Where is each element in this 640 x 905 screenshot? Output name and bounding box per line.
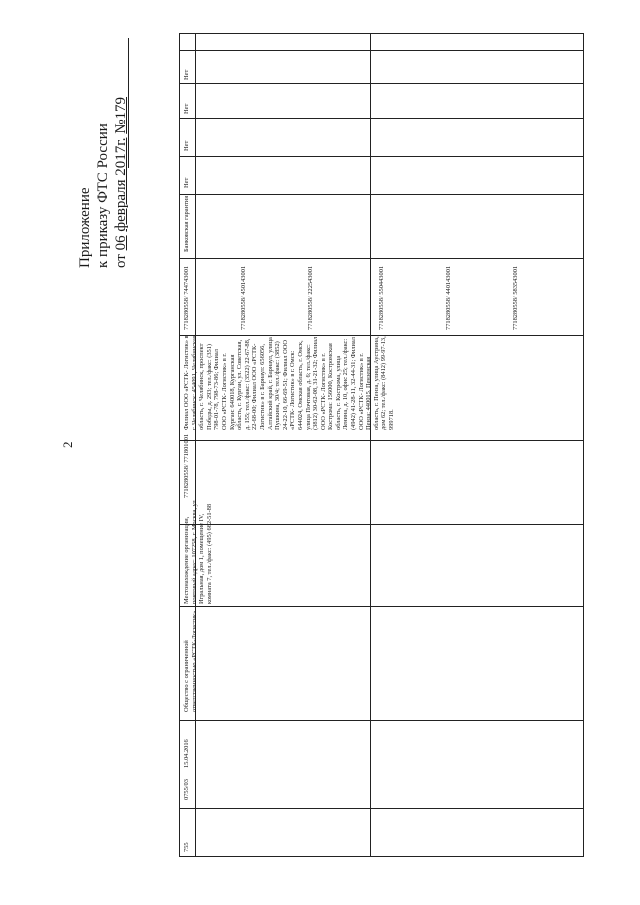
row-divider bbox=[180, 808, 583, 809]
registry-table bbox=[179, 33, 584, 857]
col-divider bbox=[370, 34, 371, 856]
col-divider bbox=[195, 34, 196, 856]
row-divider bbox=[180, 118, 583, 119]
row-divider bbox=[180, 524, 583, 525]
cell-flag: Нет bbox=[183, 140, 190, 151]
row-divider bbox=[180, 606, 583, 607]
cell-date: 15.04.2016 bbox=[183, 739, 190, 768]
kpp-item: 7718280558/ 744743001 bbox=[183, 265, 190, 330]
header-underline bbox=[128, 38, 129, 168]
document-header bbox=[76, 38, 130, 268]
cell-address: Местонахождение организации, почтовый адрес: 107258, г. Москва, ул. Игральная, дом 1, помещение IV, комната 7, тел./факс: (495) 662-51-88 bbox=[183, 498, 213, 604]
row-divider bbox=[180, 720, 583, 721]
row-divider bbox=[180, 156, 583, 157]
cell-inn-kpp: 7718280558/ 771801001 bbox=[183, 433, 190, 498]
cell-flag: Нет bbox=[183, 69, 190, 80]
header-title: Приложение bbox=[77, 187, 93, 268]
row-divider bbox=[180, 440, 583, 441]
cell-guarantee: Банковская гарантия bbox=[183, 195, 190, 252]
kpp-item: 7718280558/ 583543001 bbox=[512, 265, 519, 330]
row-divider bbox=[180, 50, 583, 51]
row-divider bbox=[180, 83, 583, 84]
kpp-item: 7718280558/ 222543001 bbox=[307, 265, 314, 330]
page-number: 2 bbox=[60, 441, 75, 448]
header-order-ref: к приказу ФТС России bbox=[95, 123, 111, 268]
cell-flag: Нет bbox=[183, 103, 190, 114]
kpp-item: 7718280558/ 550443001 bbox=[378, 265, 385, 330]
cell-flag: Нет bbox=[183, 177, 190, 188]
cell-code: 0755/03 bbox=[183, 779, 190, 800]
cell-number: 755 bbox=[183, 842, 190, 852]
header-order-date: от 06 февраля 2017г. №179 bbox=[113, 96, 129, 268]
row-divider bbox=[180, 194, 583, 195]
kpp-item: 7718280558/ 450143001 bbox=[240, 265, 247, 330]
kpp-item: 7718280558/ 440143001 bbox=[445, 265, 452, 330]
cell-organization-name: Общество с ограниченной ответственностью «РСТК-Логистик» bbox=[183, 610, 198, 712]
cell-branches: Филиал ООО «РСТК- Логистик» в г. Челябинск: 454091, Челябинская область, г. Челябинск, проспект Победы, д. 293; тел./факс: (351) 798-01-78, 798-73-86; Филиал ООО «РСТК- Логистик» в г. Курган: 640018, Курганская область, г. Курган, ул. Советская, д. 155; тел./факс: (3522) 22-67-88, 22-68-00; Филиал ООО «РСТК- Логистик» в г. Барнаул: 656056, Алтайский край, г. Барнаул, улица Пушкина, 30/4; тел./факс: (3852) 24-22-10, 66-69-51; Филиал ООО «РСТК- Логистик» в г. Омск: 644024, Омская область, г. Омск, улица Почтовая, д. 6; тел./факс: (3812) 30-62-08, 31-21-32; Филиал ООО «РСТК- Логистик» в г. Кострома: 156000, Костромская область, г. Кострома, улица Ленина, д. 10, офис 25; тел./факс: (4942) 41-28-11, 32-44-31; Филиал ООО «РСТК- Логистик» в г. Пенза: 440015, Пензенская область, г. Пенза, улица Аустрина, дом 62; тел./факс: (8412) 99-97-13, 999718. bbox=[183, 335, 396, 430]
